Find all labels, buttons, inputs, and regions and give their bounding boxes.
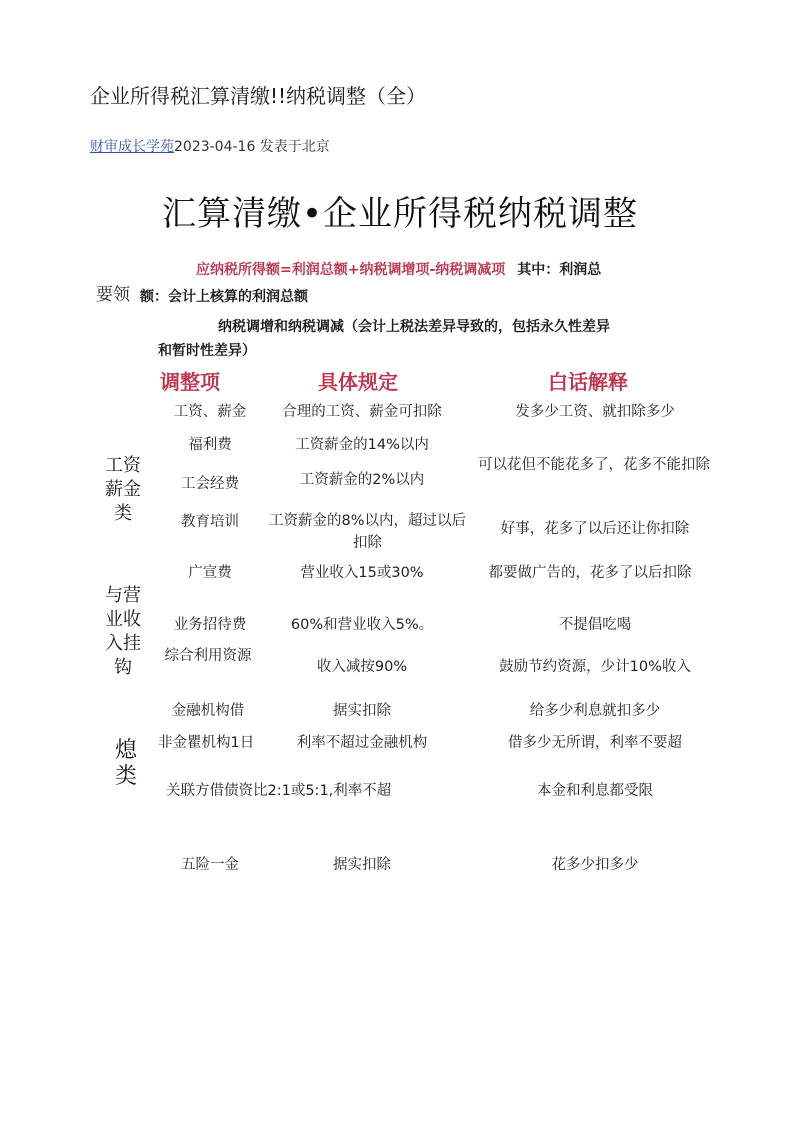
row-item: 广宣费 xyxy=(188,565,232,581)
publish-info: 2023-04-16 发表于北京 xyxy=(174,139,330,155)
main-heading: 汇算清缴•企业所得税纳税调整 xyxy=(161,194,639,234)
header-explain: 白话解释 xyxy=(548,370,628,394)
row-item: 金融机构借 xyxy=(171,703,245,719)
row-explain: 本金和利息都受限 xyxy=(537,783,653,799)
document-title: 企业所得税汇算清缴!!纳税调整（全） xyxy=(90,84,427,108)
row-item: 工资、薪金 xyxy=(173,404,247,420)
row-rule: 60%和营业收入5%。 xyxy=(290,617,434,633)
row-item: 综合利用资源 xyxy=(164,648,252,664)
header-adjust-item: 调整项 xyxy=(160,370,220,394)
category-interest: 熄类 xyxy=(114,738,137,789)
row-explain: 发多少工资、就扣除多少 xyxy=(515,404,675,420)
row-explain: 可以花但不能花多了，花多不能扣除 xyxy=(478,457,710,473)
row-explain: 借多少无所谓，利率不要超 xyxy=(508,735,682,751)
row-rule: 合理的工资、薪金可扣除 xyxy=(282,404,442,420)
row-item: 关联方借债资比2:1或5:1,利率不超 xyxy=(166,783,392,799)
formula-note-b: 额：会计上核算的利润总额 xyxy=(140,289,308,305)
category-revenue: 与营业收入挂钩 xyxy=(105,585,141,678)
row-item: 非金瞿机构1日 xyxy=(158,735,255,751)
row-explain: 给多少利息就扣多少 xyxy=(529,703,661,719)
row-explain: 不提倡吃喝 xyxy=(558,617,632,633)
row-rule: 据实扣除 xyxy=(333,703,391,719)
source-link[interactable]: 财审成长学苑 xyxy=(90,139,174,155)
meta-line xyxy=(90,136,330,156)
row-explain: 鼓励节约资源，少计10%收入 xyxy=(499,659,691,675)
category-salary: 工资薪金类 xyxy=(105,455,141,524)
row-explain: 好事，花多了以后还让你扣除 xyxy=(500,521,690,537)
row-rule: 工资薪金的2%以内 xyxy=(299,472,425,488)
formula-note-a: 其中：利润总 xyxy=(517,262,602,278)
row-rule: 利率不超过金融机构 xyxy=(296,735,428,751)
formula-text: 应纳税所得额=利润总额+纳税调增项-纳税调减项 xyxy=(196,262,506,278)
row-item: 五险一金 xyxy=(181,857,239,873)
adjust-line-b: 和暂时性差异） xyxy=(158,343,256,359)
row-item: 教育培训 xyxy=(181,514,239,530)
row-rule: 据实扣除 xyxy=(333,857,391,873)
key-points-label: 要领 xyxy=(96,285,130,305)
formula-line xyxy=(196,259,601,279)
row-rule: 营业收入15或30% xyxy=(300,565,424,581)
row-item: 福利费 xyxy=(188,437,232,453)
adjust-line-a: 纳税调增和纳税调减（会计上税法差异导致的，包括永久性差异 xyxy=(218,319,610,335)
header-rule: 具体规定 xyxy=(318,370,398,394)
row-rule: 收入减按90% xyxy=(316,659,408,675)
row-explain: 花多少扣多少 xyxy=(551,857,639,873)
row-item: 工会经费 xyxy=(181,476,239,492)
row-rule: 工资薪金的14%以内 xyxy=(295,437,429,453)
row-item: 业务招待费 xyxy=(173,617,247,633)
row-rule: 工资薪金的8%以内，超过以后扣除 xyxy=(268,513,466,551)
row-explain: 都要做广告的，花多了以后扣除 xyxy=(488,565,692,581)
